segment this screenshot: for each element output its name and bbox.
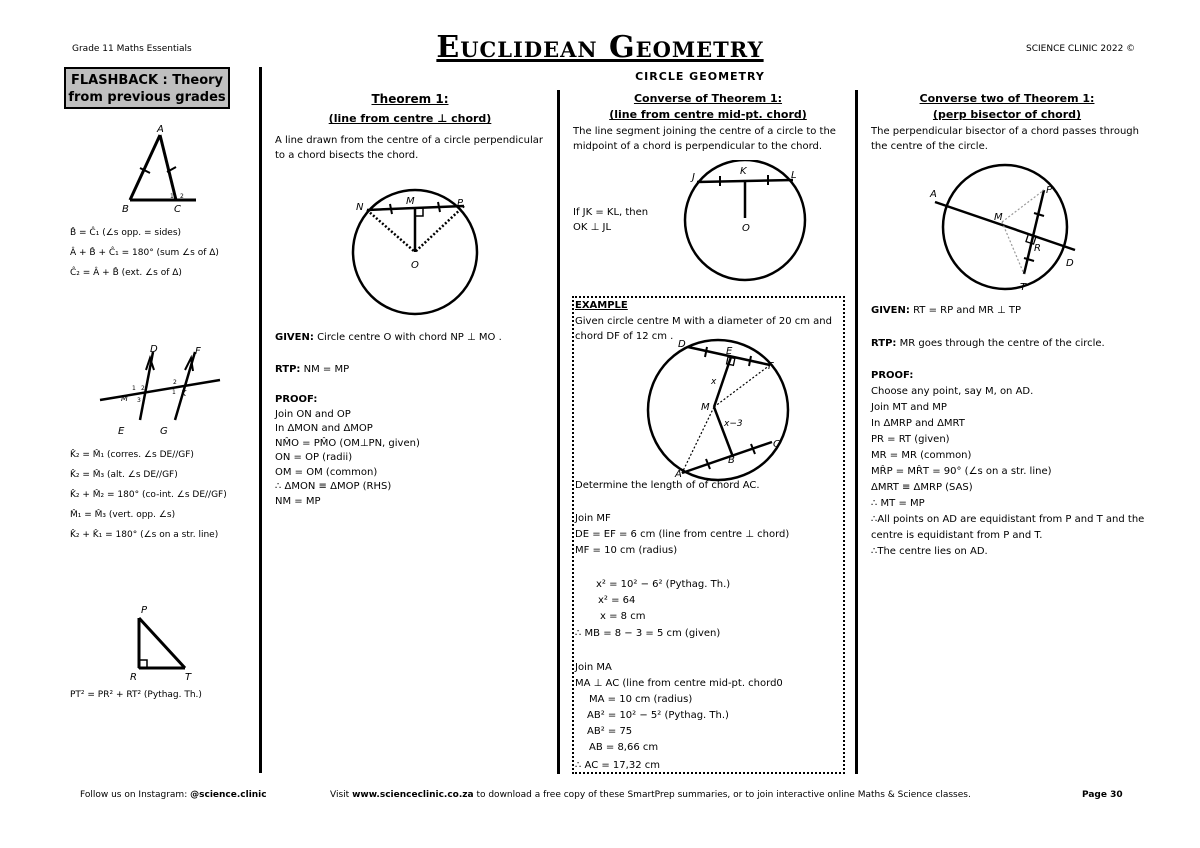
label-e: E bbox=[118, 426, 125, 437]
fact-line: Â + B̂ + Ĉ₁ = 180° (sum ∠s of Δ) bbox=[70, 248, 219, 258]
footer-visit: Visit www.scienceclinic.co.za to download a free copy of these SmartPrep summaries, or to join interactive online Maths & Science classes. bbox=[330, 790, 971, 800]
svg-text:1: 1 bbox=[132, 385, 136, 392]
page-title: Euclidean Geometry bbox=[436, 30, 764, 65]
converse2-rtp: RTP: MR goes through the centre of the circle. bbox=[871, 338, 1105, 349]
svg-text:K: K bbox=[740, 166, 747, 177]
svg-text:M: M bbox=[994, 212, 1003, 223]
instagram-link[interactable]: @science.clinic bbox=[190, 790, 267, 800]
svg-text:F: F bbox=[768, 361, 774, 372]
example-step-d: MA = 10 cm (radius) AB² = 10² − 5² (Pythag. Th.) AB² = 75 AB = 8,66 cm bbox=[587, 694, 729, 753]
label-m: M bbox=[121, 394, 128, 403]
pythag-fact: PT² = PR² + RT² (Pythag. Th.) bbox=[70, 690, 202, 700]
column-divider bbox=[855, 90, 858, 774]
triangle-facts bbox=[70, 223, 255, 283]
converse2-given: GIVEN: RT = RP and MR ⊥ TP bbox=[871, 305, 1022, 316]
svg-text:2: 2 bbox=[141, 385, 145, 392]
converse2-statement: The perpendicular bisector of a chord passes through the centre of the circle. bbox=[871, 126, 1139, 152]
section-subtitle: CIRCLE GEOMETRY bbox=[635, 70, 765, 83]
right-triangle-diagram bbox=[125, 600, 215, 685]
svg-text:A: A bbox=[930, 189, 937, 200]
converse1-diagram bbox=[680, 160, 820, 282]
flashback-title-2: from previous grades bbox=[68, 90, 226, 105]
triangle-abc-diagram bbox=[60, 120, 250, 225]
converse1-statement: The line segment joining the centre of a circle to the midpoint of a chord is perpendicular to the chord. bbox=[573, 126, 836, 152]
svg-text:O: O bbox=[411, 260, 419, 271]
example-mb: ∴ MB = 8 − 3 = 5 cm (given) bbox=[575, 628, 721, 639]
parallel-lines-diagram bbox=[95, 340, 255, 440]
column-divider bbox=[259, 67, 262, 773]
fact-line: M̂₁ = M̂₃ (vert. opp. ∠s) bbox=[70, 510, 176, 520]
label-d: D bbox=[150, 344, 158, 355]
svg-text:R: R bbox=[130, 672, 137, 683]
fact-line: Ĉ₂ = Â + B̂ (ext. ∠s of Δ) bbox=[70, 268, 182, 278]
converse2-subtitle: (perp bisector of chord) bbox=[932, 108, 1082, 121]
svg-text:3: 3 bbox=[137, 397, 141, 404]
theorem1-rtp: RTP: NM = MP bbox=[275, 364, 350, 375]
fact-line: K̂₂ + K̂₁ = 180° (∠s on a str. line) bbox=[70, 530, 219, 540]
theorem1-given: GIVEN: Circle centre O with chord NP ⊥ MO . bbox=[275, 332, 502, 343]
label-g: G bbox=[160, 426, 168, 437]
converse2-title: Converse two of Theorem 1: bbox=[919, 92, 1095, 105]
example-question: Determine the length of of chord AC. bbox=[575, 480, 760, 491]
theorem1-proof: PROOF: Join ON and OP In ΔMON and ΔMOP NM̂O = PM̂O (OM⊥PN, given) ON = OP (radii) OM = OM (common) ∴ ΔMON ≡ ΔMOP (RHS) NM = MP bbox=[275, 394, 420, 507]
example-statement: Given circle centre M with a diameter of 20 cm and chord DF of 12 cm . bbox=[575, 316, 832, 342]
flashback-title: FLASHBACK : Theory bbox=[70, 73, 224, 88]
svg-text:J: J bbox=[692, 172, 695, 183]
svg-text:M: M bbox=[701, 402, 710, 413]
theorem1-statement: A line drawn from the centre of a circle perpendicular to a chord bisects the chord. bbox=[275, 135, 544, 161]
fact-line: K̂₂ = M̂₁ (corres. ∠s DE//GF) bbox=[70, 450, 194, 460]
converse1-subtitle: (line from centre mid-pt. chord) bbox=[609, 108, 807, 121]
page-number: Page 30 bbox=[1082, 790, 1123, 800]
label-f: F bbox=[195, 346, 201, 357]
svg-text:D: D bbox=[678, 339, 686, 350]
example-diagram bbox=[640, 335, 790, 483]
label-c: C bbox=[174, 204, 181, 215]
example-step-a: Join MF DE = EF = 6 cm (line from centre ⊥ chord) MF = 10 cm (radius) bbox=[575, 513, 790, 556]
svg-text:P: P bbox=[457, 198, 464, 209]
theorem1-diagram bbox=[340, 180, 490, 320]
theorem1-title: Theorem 1: bbox=[371, 92, 449, 106]
converse1-condition: If JK = KL, then OK ⊥ JL bbox=[573, 207, 649, 233]
svg-text:E: E bbox=[726, 346, 733, 357]
svg-text:x−3: x−3 bbox=[724, 419, 743, 429]
svg-text:T: T bbox=[185, 672, 192, 683]
svg-text:B: B bbox=[728, 455, 735, 466]
label-a: A bbox=[157, 124, 164, 135]
converse2-proof: PROOF: Choose any point, say M, on AD. Join MT and MP In ΔMRP and ΔMRT PR = RT (given) MR = MR (common) MR̂P = MR̂T = 90° (∠s on a str. line) ΔMRT ≡ ΔMRP (SAS) ∴ MT = MP ∴All points on AD are equidistant from P and T and the centre is equidistant from P and T. ∴The centre lies on AD. bbox=[871, 370, 1145, 557]
svg-text:P: P bbox=[141, 605, 148, 616]
svg-text:C: C bbox=[773, 439, 780, 450]
example-step-b: x² = 10² − 6² (Pythag. Th.) x² = 64 x = 8 cm bbox=[596, 579, 731, 622]
fact-line: K̂₂ + M̂₂ = 180° (co-int. ∠s DE//GF) bbox=[70, 490, 227, 500]
svg-text:D: D bbox=[1066, 258, 1074, 269]
label-k: K bbox=[181, 389, 187, 398]
label-b: B bbox=[122, 204, 129, 215]
svg-text:R: R bbox=[1034, 243, 1041, 254]
svg-text:M: M bbox=[406, 196, 415, 207]
svg-text:N: N bbox=[356, 202, 364, 213]
svg-text:O: O bbox=[742, 223, 750, 234]
column-divider bbox=[557, 90, 560, 774]
flashback-box bbox=[64, 67, 230, 109]
converse2-diagram bbox=[920, 162, 1090, 297]
footer-instagram: Follow us on Instagram: @science.clinic bbox=[80, 790, 267, 800]
example-title: EXAMPLE bbox=[575, 300, 628, 311]
label-c2: 2 bbox=[180, 193, 184, 200]
fact-line: K̂₂ = M̂₃ (alt. ∠s DE//GF) bbox=[70, 470, 178, 480]
svg-text:L: L bbox=[791, 170, 797, 181]
svg-text:x: x bbox=[711, 377, 717, 387]
svg-text:1: 1 bbox=[172, 389, 176, 396]
example-step-c: Join MA MA ⊥ AC (line from centre mid-pt. chord0 bbox=[575, 662, 783, 689]
label-c1: 1 bbox=[170, 193, 174, 200]
website-link[interactable]: www.scienceclinic.co.za bbox=[352, 790, 474, 800]
svg-text:T: T bbox=[1020, 282, 1027, 293]
svg-text:2: 2 bbox=[173, 379, 177, 386]
svg-text:P: P bbox=[1046, 185, 1053, 196]
theorem1-subtitle: (line from centre ⊥ chord) bbox=[328, 112, 492, 125]
converse1-title: Converse of Theorem 1: bbox=[633, 92, 783, 105]
copyright-label: SCIENCE CLINIC 2022 © bbox=[1026, 44, 1136, 54]
parallel-facts bbox=[70, 445, 255, 545]
example-answer: ∴ AC = 17,32 cm bbox=[575, 760, 660, 771]
fact-line: B̂ = Ĉ₁ (∠s opp. = sides) bbox=[70, 228, 182, 238]
svg-text:A: A bbox=[675, 469, 682, 480]
grade-label: Grade 11 Maths Essentials bbox=[72, 44, 192, 54]
